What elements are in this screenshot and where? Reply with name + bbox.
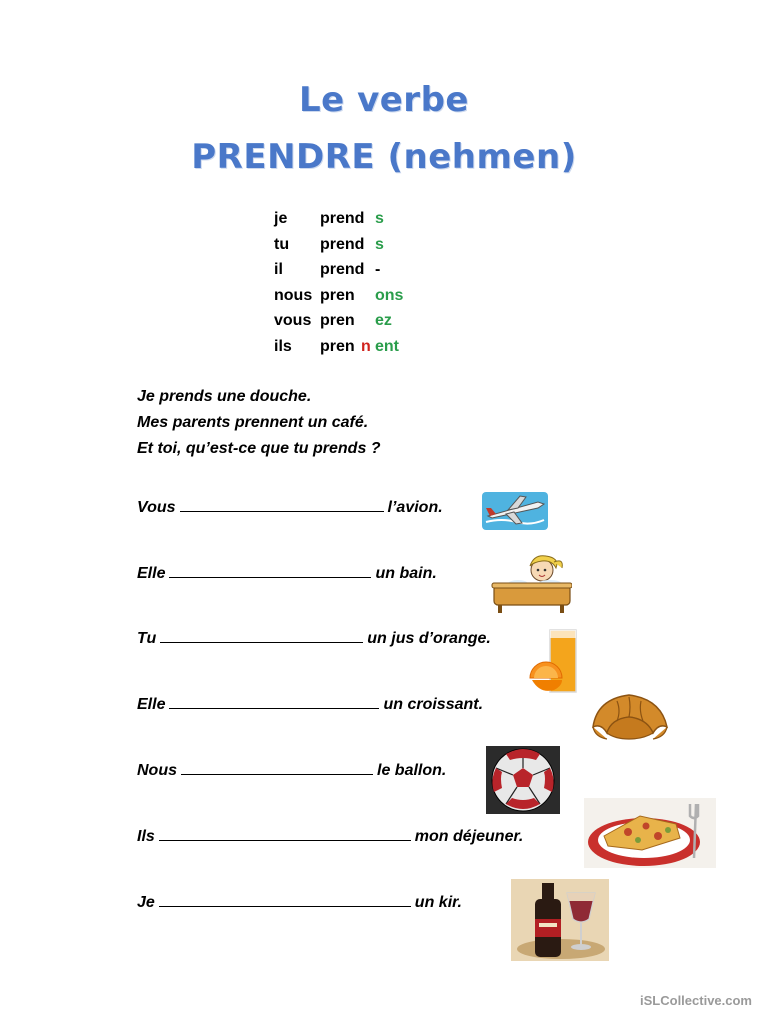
verb-ending: s [375, 235, 384, 253]
answer-blank[interactable] [169, 563, 371, 578]
verb-ending: - [375, 261, 381, 279]
exercise-complement: un croissant. [383, 696, 484, 713]
kir-drink-icon [511, 879, 609, 961]
exercise-complement: le ballon. [377, 762, 447, 779]
exercise-subject: Nous [137, 762, 177, 779]
answer-blank[interactable] [160, 628, 363, 643]
verb-stem: prend [320, 235, 365, 253]
verb-stem: pren [320, 286, 355, 304]
exercise-complement: l’avion. [387, 499, 443, 516]
exercise-line [137, 628, 491, 648]
orange-juice-icon [528, 628, 578, 696]
exercise-line [137, 760, 446, 780]
exercise-line [137, 694, 483, 714]
verb-stem: pren [320, 312, 355, 330]
answer-blank[interactable] [180, 497, 384, 512]
pronoun: vous [274, 312, 312, 330]
exercise-complement: un jus d’orange. [367, 630, 491, 647]
exercise-line [137, 826, 523, 846]
exercise-line [137, 497, 443, 517]
verb-ending: ons [375, 286, 404, 304]
verb-stem: pren [320, 337, 355, 355]
example-sentence: Mes parents prennent un café. [137, 414, 369, 431]
croissant-icon [587, 681, 673, 753]
answer-blank[interactable] [169, 694, 379, 709]
pronoun: nous [274, 286, 313, 304]
bathtub-icon [488, 552, 572, 616]
verb-stem: prend [320, 210, 365, 227]
answer-blank[interactable] [159, 892, 411, 907]
footer-watermark: iSLCollective.com [640, 993, 752, 1008]
exercise-line [137, 892, 462, 912]
verb-ending: ez [375, 312, 392, 330]
example-sentences [137, 384, 381, 462]
example-sentence: Je prends une douche. [137, 388, 312, 405]
pronoun: il [274, 261, 283, 279]
example-sentence: Et toi, qu’est-ce que tu prends ? [137, 440, 381, 457]
pronoun: ils [274, 337, 292, 355]
airplane-icon [482, 492, 548, 530]
exercise-complement: mon déjeuner. [414, 828, 524, 845]
exercise-subject: Elle [137, 565, 166, 582]
pizza-plate-icon [584, 798, 716, 868]
answer-blank[interactable] [181, 760, 373, 775]
title-line-2: PRENDRE (nehmen) [191, 137, 577, 177]
exercise-complement: un bain. [375, 565, 437, 582]
verb-stem: prend [320, 261, 365, 279]
answer-blank[interactable] [159, 826, 411, 841]
exercise-subject: Elle [137, 696, 166, 713]
doubled-consonant: n [361, 337, 371, 355]
soccer-ball-icon [486, 746, 560, 814]
exercise-subject: Vous [137, 499, 176, 516]
exercise-subject: Ils [137, 828, 155, 845]
verb-ending: ent [375, 337, 399, 355]
exercise-line [137, 563, 437, 583]
exercise-subject: Je [137, 894, 155, 911]
exercise-complement: un kir. [414, 894, 462, 911]
exercise-subject: Tu [137, 630, 157, 647]
pronoun: tu [274, 235, 290, 253]
verb-ending: s [375, 210, 384, 227]
title-line-1: Le verbe [299, 80, 469, 120]
pronoun: je [274, 210, 288, 227]
